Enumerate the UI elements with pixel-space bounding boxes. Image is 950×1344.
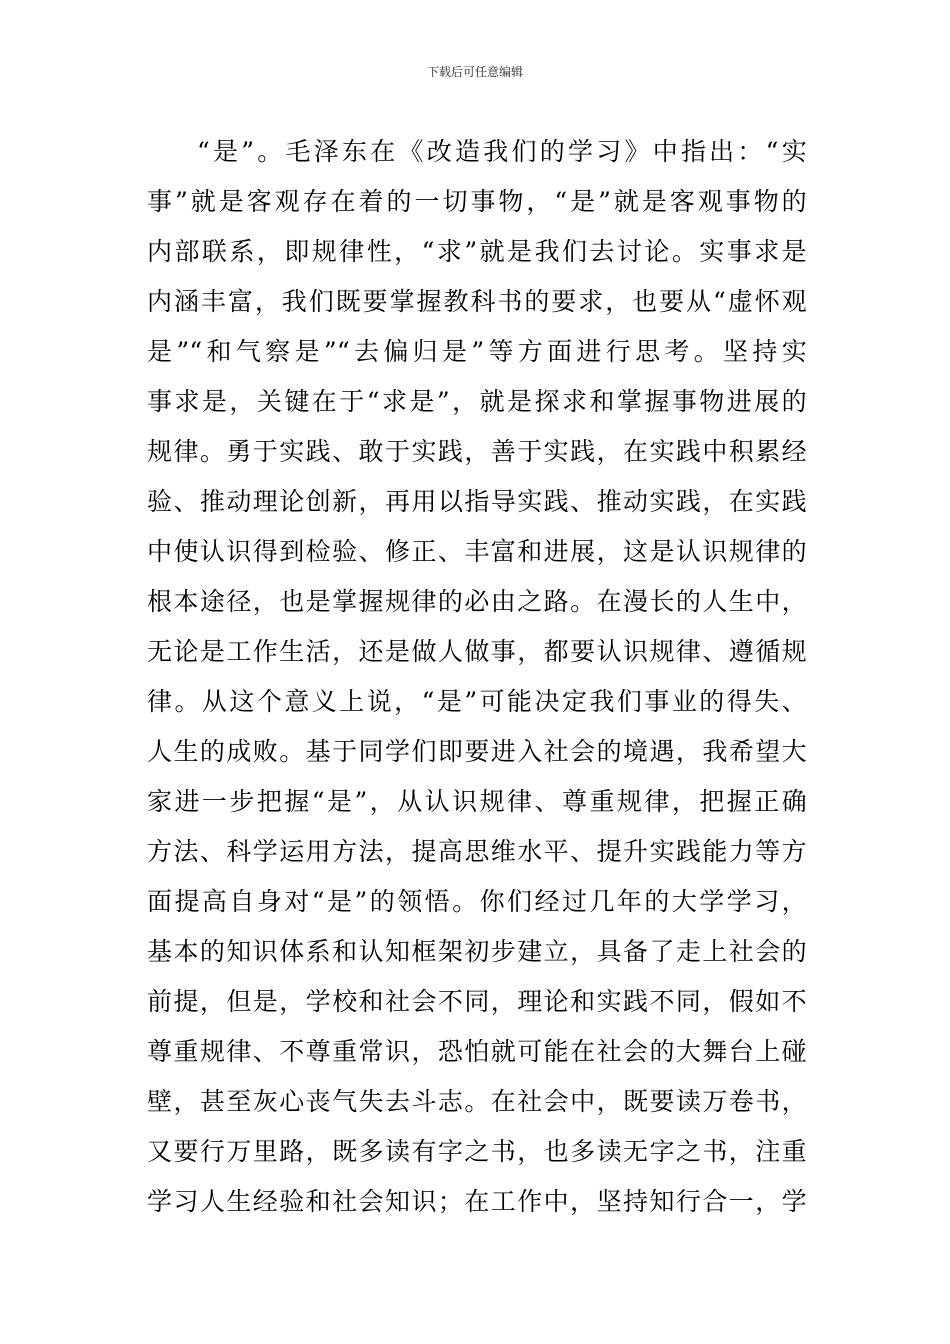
text-line: 内涵丰富，我们既要掌握教科书的要求，也要从“虚怀观 (147, 287, 807, 316)
text-line: 又要行万里路，既多读有字之书，也多读无字之书，注重 (147, 1137, 807, 1166)
text-line: 是”“和气察是”“去偏归是”等方面进行思考。坚持实 (147, 337, 807, 366)
text-line: 前提，但是，学校和社会不同，理论和实践不同，假如不 (147, 987, 807, 1016)
text-line: 事求是，关键在于“求是”，就是探求和掌握事物进展的 (147, 387, 807, 416)
text-line: 律。从这个意义上说，“是”可能决定我们事业的得失、 (147, 687, 807, 716)
text-line: “是”。毛泽东在《改造我们的学习》中指出：“实 (197, 137, 807, 166)
text-line: 验、推动理论创新，再用以指导实践、推动实践，在实践 (147, 487, 807, 516)
text-line: 方法、科学运用方法，提高思维水平、提升实践能力等方 (147, 837, 807, 866)
text-line: 人生的成败。基于同学们即要进入社会的境遇，我希望大 (147, 737, 807, 766)
text-line: 壁，甚至灰心丧气失去斗志。在社会中，既要读万卷书， (147, 1087, 807, 1116)
text-line: 尊重规律、不尊重常识，恐怕就可能在社会的大舞台上碰 (147, 1037, 807, 1066)
text-line: 家进一步把握“是”，从认识规律、尊重规律，把握正确 (147, 787, 807, 816)
text-line: 学习人生经验和社会知识；在工作中，坚持知行合一，学 (147, 1187, 807, 1216)
text-line: 内部联系，即规律性，“求”就是我们去讨论。实事求是 (147, 237, 807, 266)
page-header: 下载后可任意编辑 (426, 65, 523, 79)
text-line: 规律。勇于实践、敢于实践，善于实践，在实践中积累经 (147, 437, 807, 466)
text-line: 无论是工作生活，还是做人做事，都要认识规律、遵循规 (147, 637, 807, 666)
text-line: 事”就是客观存在着的一切事物，“是”就是客观事物的 (147, 187, 807, 216)
body-paragraph (147, 127, 807, 1227)
text-line: 根本途径，也是掌握规律的必由之路。在漫长的人生中， (147, 587, 807, 616)
text-line: 基本的知识体系和认知框架初步建立，具备了走上社会的 (147, 937, 807, 966)
text-line: 中使认识得到检验、修正、丰富和进展，这是认识规律的 (147, 537, 807, 566)
text-line: 面提高自身对“是”的领悟。你们经过几年的大学学习， (147, 887, 807, 916)
